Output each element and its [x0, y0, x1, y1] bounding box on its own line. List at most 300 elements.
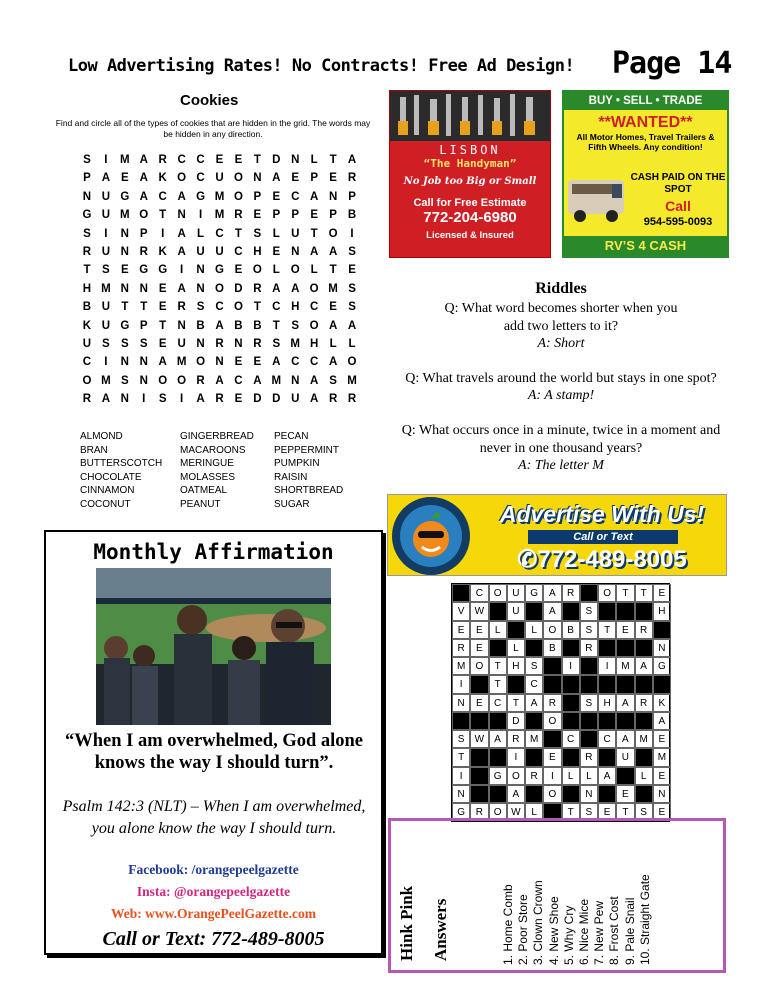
crossword-cell: M: [452, 657, 470, 675]
wordsearch-letter: N: [291, 374, 301, 387]
wordsearch-letter: G: [120, 190, 131, 203]
crossword-black-cell: [616, 675, 634, 693]
wordsearch-letter: T: [329, 264, 338, 277]
wordsearch-letter: N: [82, 190, 93, 203]
wordsearch-letter: P: [272, 209, 282, 222]
wordsearch-letter: L: [348, 337, 357, 350]
crossword-cell: N: [452, 694, 470, 712]
crossword-cell: E: [616, 785, 634, 803]
wordsearch-letter: A: [215, 319, 225, 332]
wordsearch-letter: E: [158, 337, 168, 350]
wordsearch-letter: O: [309, 282, 320, 295]
wordsearch-letter: R: [253, 337, 263, 350]
wordsearch-letter: L: [329, 337, 338, 350]
wordsearch-letter: P: [253, 190, 263, 203]
wordsearch-letter: O: [252, 264, 263, 277]
wordsearch-letter: M: [101, 374, 112, 387]
crossword-cell: B: [543, 639, 561, 657]
crossword-black-cell: [562, 712, 580, 730]
crossword-cell: N: [580, 785, 598, 803]
facebook-link[interactable]: Facebook: /orangepeelgazette: [128, 862, 299, 877]
crossword-black-cell: [598, 748, 616, 766]
wordsearch-letter: N: [234, 337, 244, 350]
wordsearch-word: CHOCOLATE: [80, 471, 142, 483]
wordsearch-letter: P: [329, 209, 338, 222]
wordsearch-letter: O: [196, 356, 207, 369]
crossword-cell: T: [489, 657, 507, 675]
wordsearch-word: GINGERBREAD: [180, 431, 254, 442]
crossword-cell: N: [452, 785, 470, 803]
crossword-cell: H: [653, 602, 671, 620]
crossword-black-cell: [543, 730, 561, 748]
wordsearch-letter: S: [139, 337, 149, 350]
wordsearch-letter: C: [215, 227, 225, 240]
crossword-cell: T: [635, 584, 653, 602]
crossword-cell: O: [543, 785, 561, 803]
crossword-cell: S: [580, 694, 598, 712]
wordsearch-letter: A: [177, 190, 187, 203]
wordsearch-letter: R: [196, 374, 206, 387]
wordsearch-letter: A: [177, 227, 187, 240]
wordsearch-letter: A: [158, 356, 168, 369]
wordsearch-letter: L: [197, 227, 206, 240]
riddle-3-answer: [388, 457, 734, 475]
wordsearch-letter: M: [101, 282, 112, 295]
website-link[interactable]: Web: www.OrangePeelGazette.com: [110, 906, 317, 921]
crossword-cell: M: [653, 748, 671, 766]
crossword-black-cell: [635, 785, 653, 803]
crossword-black-cell: [616, 712, 634, 730]
crossword-black-cell: [616, 602, 634, 620]
crossword-cell: E: [653, 730, 671, 748]
wordsearch-letter: C: [310, 356, 320, 369]
wordsearch-letter: O: [290, 264, 301, 277]
crossword-black-cell: [598, 602, 616, 620]
wordsearch-letter: C: [82, 356, 93, 369]
wordsearch-letter: N: [177, 319, 187, 332]
crossword-cell: L: [507, 639, 525, 657]
crossword-cell: R: [543, 694, 561, 712]
motorhome-icon: [566, 170, 626, 225]
wordsearch-letter: U: [177, 337, 187, 350]
phone-icon: ✆: [517, 546, 538, 573]
riddle-1-question: Q: What word becomes shorter when you add two letters to it?: [444, 301, 678, 334]
wordsearch-letter: B: [82, 301, 93, 314]
crossword-black-cell: [580, 657, 598, 675]
crossword-cell: T: [452, 748, 470, 766]
wordsearch-letter: P: [139, 319, 149, 332]
wordsearch-letter: T: [310, 227, 319, 240]
wordsearch-word: PECAN: [274, 431, 309, 442]
wordsearch-letter: G: [120, 319, 131, 332]
wordsearch-letter: R: [215, 337, 225, 350]
wordsearch-letter: S: [291, 319, 301, 332]
wordsearch-letter: I: [161, 227, 166, 240]
crossword-cell: H: [598, 694, 616, 712]
wordsearch-letter: L: [310, 264, 319, 277]
crossword-cell: O: [543, 621, 561, 639]
crossword-cell: W: [470, 602, 488, 620]
wordsearch-word: OATMEAL: [180, 485, 228, 496]
handyman-phone[interactable]: 772-204-6980: [423, 209, 517, 226]
crossword-black-cell: [470, 785, 488, 803]
crossword-cell: W: [507, 803, 525, 821]
wordsearch-letter: E: [253, 356, 263, 369]
wordsearch-letter: N: [139, 374, 149, 387]
wordsearch-letter: C: [272, 301, 282, 314]
wordsearch-letter: O: [139, 209, 150, 222]
wordsearch-letter: M: [271, 374, 283, 387]
wordsearch-letter: M: [120, 209, 131, 222]
crossword-cell: B: [562, 621, 580, 639]
wordsearch-letter: O: [233, 190, 244, 203]
wordsearch-letter: N: [139, 282, 149, 295]
crossword-cell: T: [616, 803, 634, 821]
crossword-cell: R: [635, 621, 653, 639]
wordsearch-letter: E: [158, 282, 168, 295]
crossword-cell: V: [452, 602, 470, 620]
wordsearch-letter: N: [196, 264, 206, 277]
crossword-cell: N: [653, 639, 671, 657]
wordsearch-letter: O: [177, 172, 188, 185]
hinkpink-answer: 8. Frost Cost: [607, 896, 622, 965]
wordsearch-letter: O: [177, 374, 188, 387]
crossword-black-cell: [562, 694, 580, 712]
wordsearch-letter: R: [347, 393, 358, 406]
wordsearch-letter: B: [234, 319, 244, 332]
crossword-black-cell: [635, 675, 653, 693]
handyman-ad[interactable]: [389, 90, 551, 258]
wordsearch-letter: S: [120, 374, 130, 387]
wordsearch-word: SHORTBREAD: [274, 485, 344, 496]
crossword-cell: O: [543, 712, 561, 730]
wordsearch-letter: N: [328, 190, 339, 203]
wordsearch-letter: T: [121, 301, 130, 314]
wordsearch-letter: P: [348, 190, 357, 203]
crossword-black-cell: [653, 675, 671, 693]
wordsearch-letter: T: [159, 319, 168, 332]
hinkpink-answer: 4. New Shoe: [546, 896, 561, 965]
wordsearch-letter: R: [82, 393, 93, 406]
wordsearch-letter: N: [291, 154, 301, 166]
crossword-black-cell: [470, 748, 488, 766]
crossword-cell: E: [470, 639, 488, 657]
rv-phone[interactable]: 954-595-0093: [643, 216, 713, 228]
wordsearch-letter: O: [82, 374, 93, 387]
crossword-cell: M: [635, 730, 653, 748]
wordsearch-letter: S: [102, 337, 111, 350]
wordsearch-word: PUMPKIN: [274, 458, 320, 469]
wordsearch-letter: A: [101, 172, 112, 185]
wordsearch-letter: E: [120, 264, 130, 277]
crossword-cell: O: [470, 657, 488, 675]
wordsearch-letter: G: [215, 264, 225, 277]
crossword-cell: S: [635, 803, 653, 821]
hinkpink-answer: 5. Why Cry: [561, 905, 576, 965]
crossword-cell: E: [653, 803, 671, 821]
riddle-3-question: Q: What occurs once in a minute, twice in a moment and never in one thousand years?: [401, 423, 721, 456]
wordsearch-letter: R: [328, 393, 339, 406]
crossword-cell: M: [616, 657, 634, 675]
crossword-cell: R: [507, 730, 525, 748]
wordsearch-letter: M: [176, 356, 188, 369]
wordsearch-letter: L: [272, 227, 281, 240]
wordsearch-word: MERINGUE: [180, 458, 234, 469]
crossword-cell: E: [470, 621, 488, 639]
wordsearch-letter: A: [272, 356, 282, 369]
wordsearch-word: MACAROONS: [180, 444, 246, 456]
wordsearch-letter: E: [253, 209, 263, 222]
wordsearch-letter: R: [82, 245, 93, 258]
wordsearch-word: SUGAR: [274, 498, 310, 510]
crossword-cell: C: [470, 584, 488, 602]
wordsearch-letter: T: [83, 264, 92, 277]
crossword-cell: R: [452, 639, 470, 657]
crossword-cell: C: [525, 675, 543, 693]
crossword-cell: O: [598, 584, 616, 602]
wordsearch-letter: U: [101, 190, 112, 203]
wordsearch-letter: T: [253, 154, 262, 166]
wordsearch-letter: N: [196, 337, 206, 350]
wordsearch-letter: N: [177, 209, 187, 222]
instagram-link[interactable]: Insta: @orangepeelgazette: [136, 884, 291, 899]
crossword-black-cell: [635, 602, 653, 620]
wordsearch-letter: U: [215, 172, 225, 185]
wordsearch-letter: G: [82, 209, 93, 222]
crossword-cell: A: [616, 730, 634, 748]
crossword-cell: S: [525, 657, 543, 675]
rv-ad[interactable]: [562, 90, 729, 258]
wordsearch-letter: O: [158, 374, 169, 387]
wordsearch-letter: A: [139, 190, 149, 203]
crossword-cell: A: [525, 694, 543, 712]
wordsearch-letter: N: [120, 393, 130, 406]
crossword-black-cell: [489, 785, 507, 803]
crossword-black-cell: [616, 639, 634, 657]
wordsearch-letter: M: [290, 337, 302, 350]
crossword-black-cell: [598, 675, 616, 693]
crossword-cell: L: [525, 803, 543, 821]
wordsearch-letter: E: [272, 190, 282, 203]
hinkpink-subtitle: Answers: [431, 898, 450, 961]
wordsearch-letter: S: [83, 227, 92, 240]
hinkpink-answer: 3. Clown Crown: [531, 880, 546, 965]
crossword-black-cell: [580, 584, 598, 602]
hinkpink-title: Hink Pink: [397, 885, 416, 961]
crossword-cell: R: [525, 767, 543, 785]
crossword-black-cell: [525, 602, 543, 620]
wordsearch-letter: E: [120, 172, 130, 185]
wordsearch-letter: L: [310, 154, 319, 166]
crossword-cell: T: [616, 584, 634, 602]
wordsearch-letter: O: [215, 282, 225, 295]
wordsearch-letter: C: [234, 245, 244, 258]
wordsearch-letter: A: [328, 245, 339, 258]
wordsearch-letter: I: [180, 393, 185, 406]
crossword-black-cell: [598, 785, 616, 803]
crossword-black-cell: [525, 785, 543, 803]
crossword-cell: C: [562, 730, 580, 748]
crossword-cell: A: [507, 785, 525, 803]
wordsearch-letter: T: [159, 209, 168, 222]
wordsearch-letter: P: [139, 227, 149, 240]
wordsearch-word: CINNAMON: [80, 485, 135, 496]
hinkpink-box: [388, 818, 726, 973]
wordsearch-letter: I: [350, 227, 355, 240]
rv-footer: RV’S 4 CASH: [564, 236, 727, 256]
riddle-2-question: Q: What travels around the world but stays in one spot?: [405, 371, 717, 386]
wordsearch-letter: T: [140, 301, 149, 314]
crossword-cell: S: [580, 803, 598, 821]
rv-banner: BUY • SELL • TRADE: [564, 92, 727, 110]
crossword-black-cell: [635, 748, 653, 766]
wordsearch-letter: G: [196, 190, 207, 203]
crossword-black-cell: [470, 712, 488, 730]
handyman-line3: Licensed & Insured: [426, 230, 514, 241]
crossword-cell: L: [562, 767, 580, 785]
wordsearch-letter: R: [215, 393, 225, 406]
crossword-black-cell: [470, 767, 488, 785]
crossword-black-cell: [525, 639, 543, 657]
riddles-title: Riddles: [535, 280, 587, 297]
hinkpink-answer: 2. Poor Store: [516, 894, 531, 965]
crossword-cell: R: [580, 748, 598, 766]
wordsearch-letter: S: [348, 301, 357, 314]
crossword-cell: S: [580, 602, 598, 620]
wordsearch-letter: U: [196, 245, 206, 258]
wordsearch-letter: O: [233, 172, 244, 185]
advertise-banner[interactable]: [387, 494, 727, 576]
crossword-cell: E: [653, 584, 671, 602]
family-stadium-photo: [96, 568, 331, 725]
advertise-sub: Call or Text: [528, 530, 678, 544]
riddle-1-answer: [388, 335, 734, 353]
crossword-cell: A: [489, 730, 507, 748]
wordsearch-letter: H: [82, 282, 93, 295]
wordsearch-letter: N: [291, 245, 301, 258]
wordsearch-word: PEPPERMINT: [274, 444, 340, 456]
hinkpink-answer: 10. Straight Gate: [637, 874, 652, 965]
wordsearch-letter: A: [347, 154, 358, 166]
crossword-cell: O: [489, 803, 507, 821]
wordsearch-letter: R: [347, 172, 358, 185]
crossword-black-cell: [598, 639, 616, 657]
wordsearch-letter: S: [158, 393, 168, 406]
crossword-cell: E: [653, 767, 671, 785]
crossword-black-cell: [562, 602, 580, 620]
crossword-black-cell: [580, 675, 598, 693]
advertise-phone-number: 772-489-8005: [537, 546, 687, 573]
wordsearch-letter: U: [101, 209, 112, 222]
wordsearch-letter: A: [310, 245, 320, 258]
crossword-cell: U: [507, 602, 525, 620]
wordsearch-letter: E: [158, 301, 168, 314]
wordsearch-letter: N: [120, 356, 130, 369]
tools-icon: [390, 91, 550, 141]
wordsearch-title: Cookies: [180, 92, 239, 109]
crossword-cell: O: [489, 584, 507, 602]
wordsearch-letter: C: [196, 172, 206, 185]
riddle-2-answer-text: A: A stamp!: [527, 388, 595, 403]
wordsearch-letter: R: [234, 209, 244, 222]
wordsearch-letter: G: [139, 264, 150, 277]
affirmation-citation: Psalm 142:3 (NLT) – When I am overwhelmed, you alone know the way I should turn.: [62, 798, 366, 837]
wordsearch-letter: N: [215, 356, 225, 369]
wordsearch-letter: A: [139, 172, 149, 185]
wordsearch-letter: C: [310, 301, 320, 314]
wordsearch-grid: [78, 153, 362, 407]
wordsearch-letter: R: [177, 301, 187, 314]
crossword-black-cell: [507, 621, 525, 639]
crossword-cell: A: [616, 694, 634, 712]
wordsearch-letter: D: [272, 393, 282, 406]
crossword-cell: A: [653, 712, 671, 730]
crossword-black-cell: [452, 712, 470, 730]
wordsearch-letter: E: [272, 245, 282, 258]
crossword-black-cell: [598, 712, 616, 730]
wordsearch-letter: E: [234, 356, 244, 369]
crossword-cell: I: [452, 675, 470, 693]
crossword-cell: T: [489, 675, 507, 693]
wordsearch-word: COCONUT: [80, 498, 131, 510]
advertise-headline: Advertise With Us!: [499, 501, 705, 527]
hinkpink-answer: 7. New Pew: [592, 900, 607, 965]
wordsearch-letter: C: [215, 301, 225, 314]
crossword-black-cell: [580, 712, 598, 730]
crossword-cell: E: [452, 621, 470, 639]
wordsearch-letter: E: [234, 264, 244, 277]
wordsearch-letter: G: [158, 264, 169, 277]
crossword-black-cell: [562, 748, 580, 766]
wordsearch-letter: A: [291, 282, 301, 295]
wordsearch-word: ALMOND: [80, 431, 123, 442]
wordsearch-letter: A: [310, 190, 320, 203]
wordsearch-letter: U: [215, 245, 225, 258]
crossword-black-cell: [543, 657, 561, 675]
wordsearch-letter: K: [82, 319, 93, 332]
riddle-2-answer: [388, 387, 734, 405]
affirmation-quote: “When I am overwhelmed, God alone knows the way I should turn”.: [64, 731, 364, 773]
wordsearch-letter: N: [120, 282, 130, 295]
crossword-cell: M: [525, 730, 543, 748]
crossword-black-cell: [562, 785, 580, 803]
wordsearch-letter: A: [139, 154, 149, 166]
wordsearch-letter: P: [83, 172, 92, 185]
crossword-cell: C: [489, 694, 507, 712]
wordsearch-letter: N: [120, 245, 130, 258]
wordsearch-word: PEANUT: [180, 498, 221, 510]
wordsearch-letter: N: [196, 282, 206, 295]
wordsearch-letter: S: [272, 337, 282, 350]
advertise-phone[interactable]: [482, 545, 722, 574]
crossword-black-cell: [489, 748, 507, 766]
handyman-line2: Call for Free Estimate: [413, 197, 527, 209]
wordsearch-letter: E: [329, 301, 338, 314]
affirmation-phone: Call or Text: 772-489-8005: [102, 928, 325, 950]
crossword-cell: O: [507, 767, 525, 785]
crossword-cell: I: [562, 657, 580, 675]
crossword-black-cell: [562, 675, 580, 693]
crossword-black-cell: [653, 621, 671, 639]
wordsearch-letter: C: [234, 374, 244, 387]
crossword-cell: T: [507, 694, 525, 712]
wordsearch-letter: E: [291, 172, 301, 185]
rv-call: Call: [665, 198, 691, 214]
crossword-cell: C: [598, 730, 616, 748]
crossword-cell: I: [543, 767, 561, 785]
wordsearch-letter: T: [272, 319, 281, 332]
wordsearch-letter: U: [82, 337, 93, 350]
